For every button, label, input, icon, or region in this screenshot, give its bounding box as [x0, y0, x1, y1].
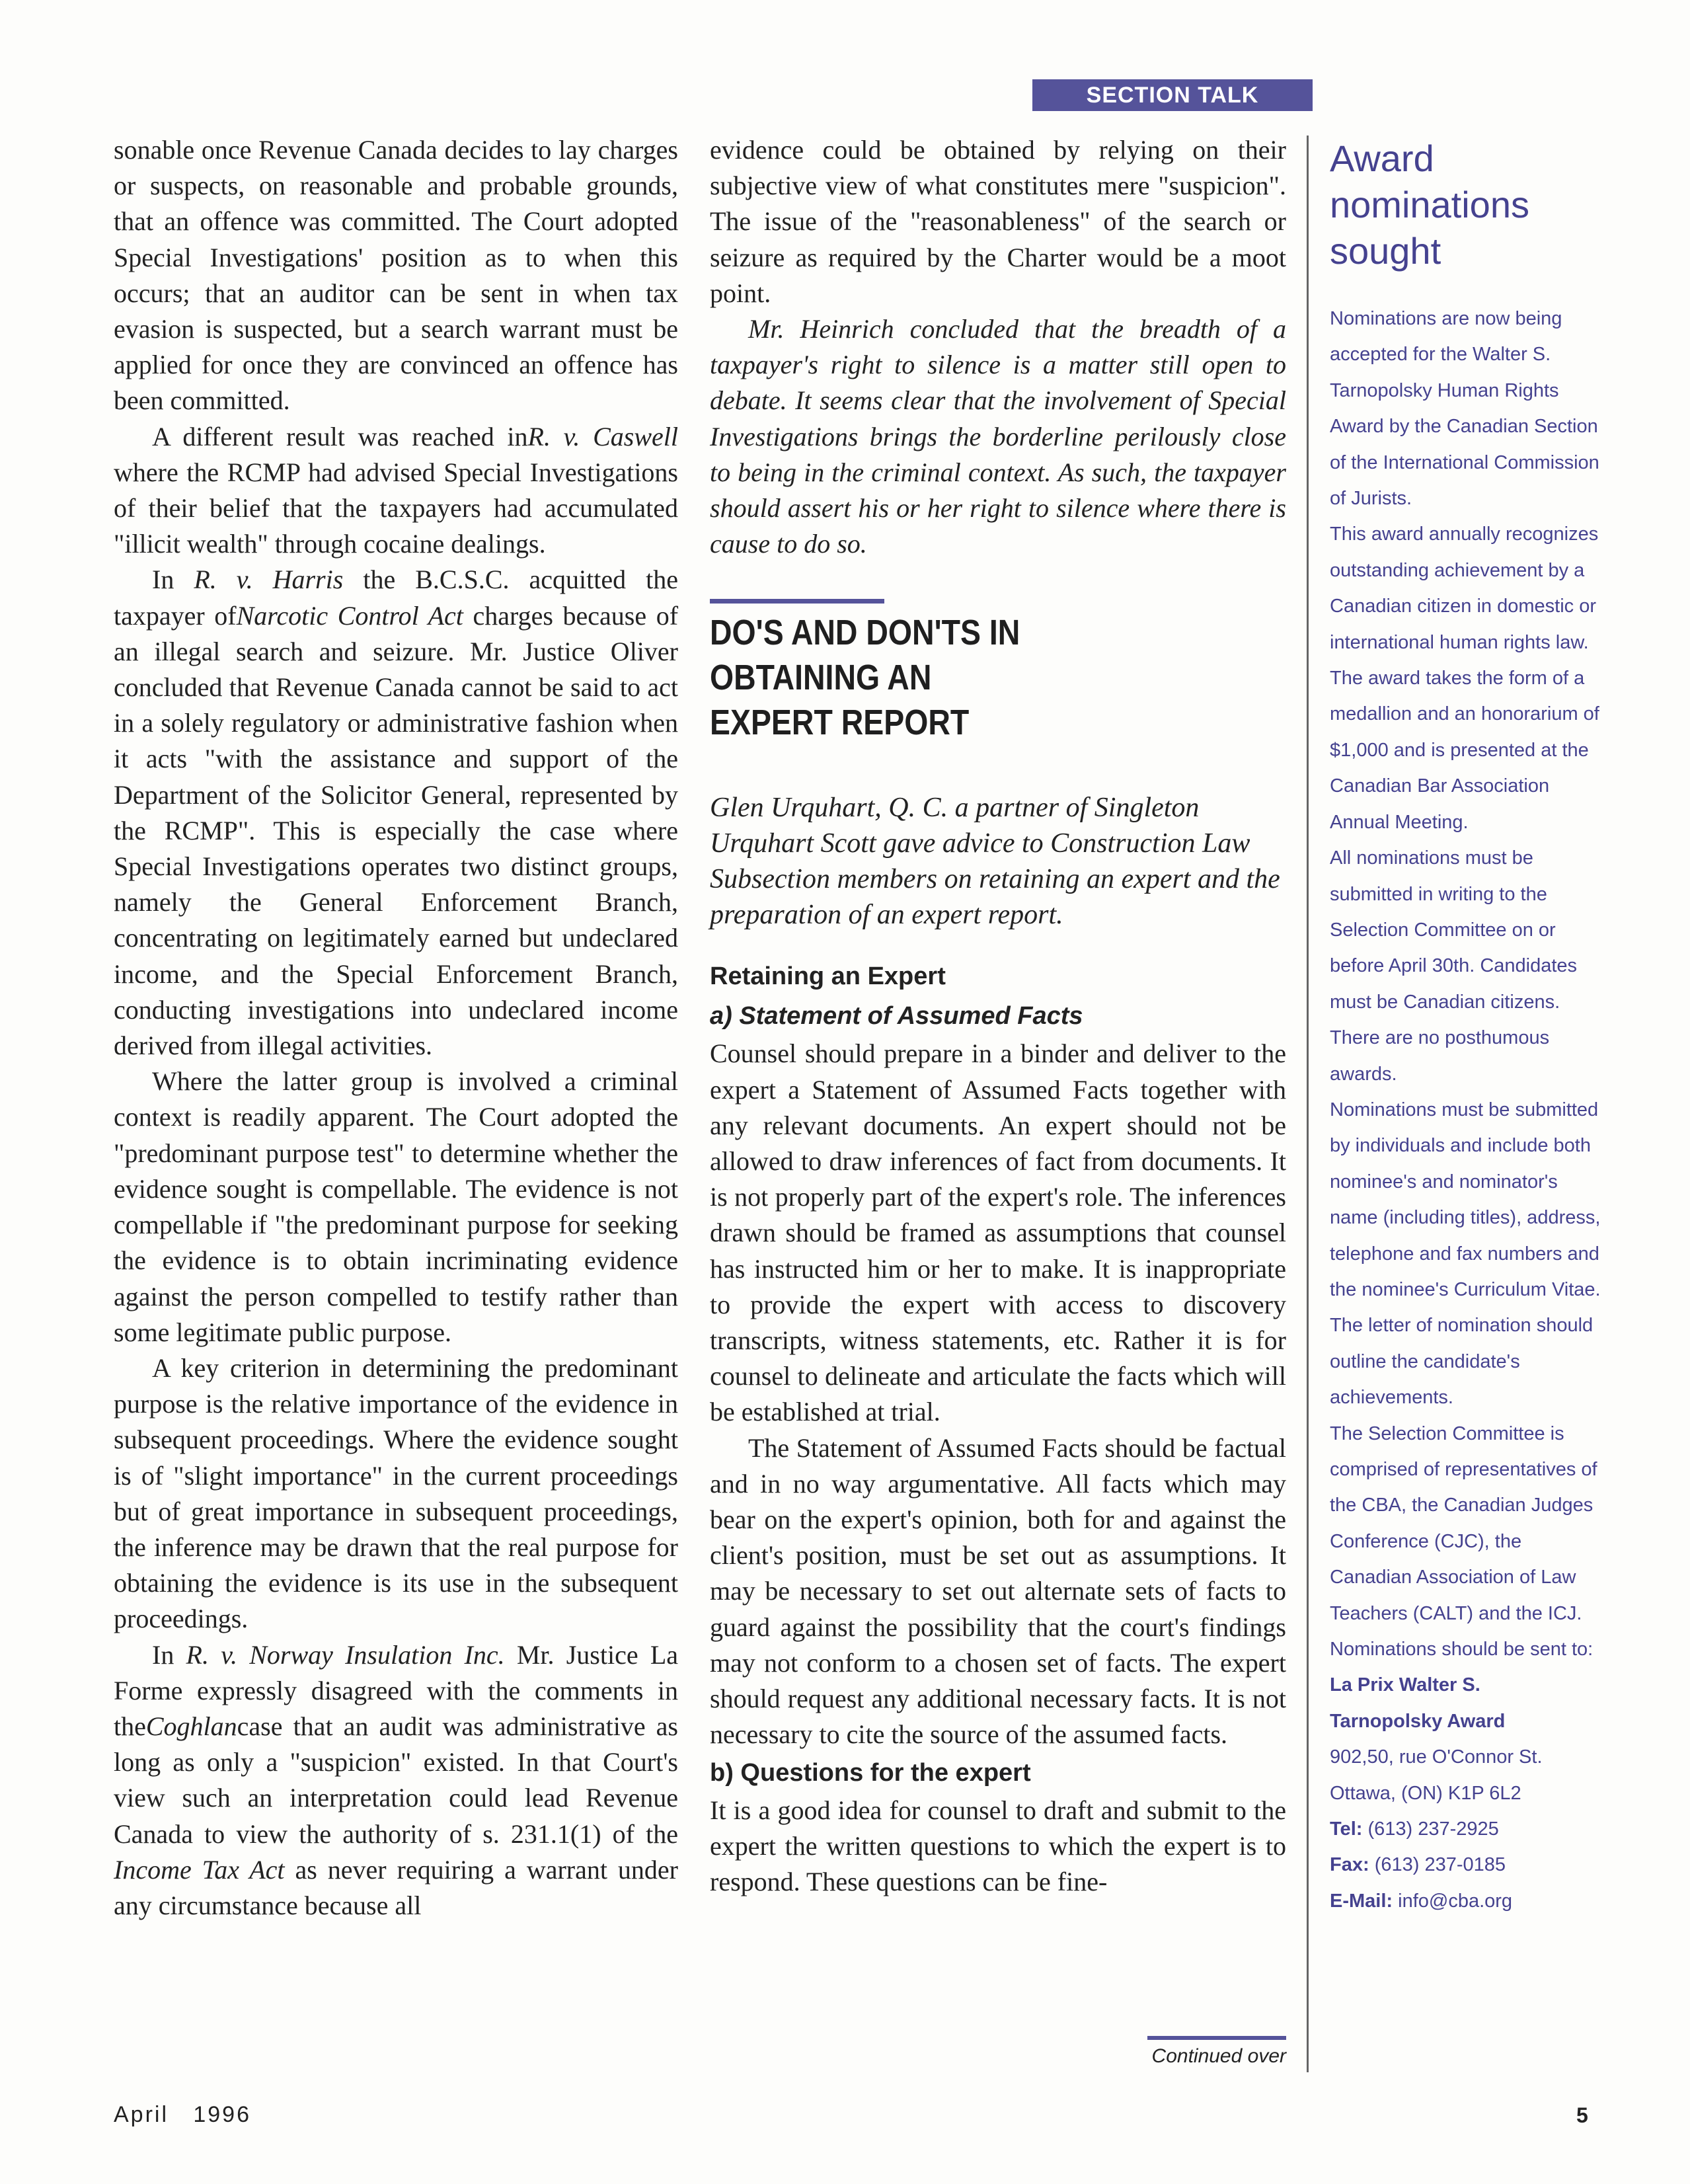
act-name: Income Tax Act	[114, 1854, 285, 1885]
case-name: R. v. Harris	[194, 565, 344, 595]
paragraph: evidence could be obtained by relying on their subjective view of what constitutes mere "suspicion". The issue of the "reasonableness" of the search or seizure as required by the Charter would be a moot point.	[710, 135, 1286, 308]
case-name: Coghlan	[145, 1711, 237, 1741]
address-city: Ottawa, (ON) K1P 6L2	[1330, 1782, 1521, 1804]
text: A different result was reached in	[152, 421, 528, 451]
paragraph: Mr. Heinrich concluded that the breadth of a taxpayer's right to silence is a matter still open to debate. It seems clear that the involvement of Special Investigations brings the borderline perilously close to being in the criminal context. As such, the taxpayer should assert his or her right to silence where there is cause to do so.	[710, 314, 1286, 559]
paragraph	[114, 419, 678, 563]
sidebar-body	[1330, 301, 1607, 1919]
text: charges because of an illegal search and seizure. Mr. Justice Oliver concluded that Revenue Canada cannot be said to act in a solely regulatory or administrative fashion when it acts "with the assistance and support of the Department of the Solicitor General, represented by the RCMP". This is especially the case where Special Investigations operates two distinct groups, namely the General Enforcement Branch, concentrating on legitimately earned but undeclared income, and the Special Enforcement Branch, conducting investigations into undeclared income derived from illegal activities.	[114, 600, 679, 1061]
email-value: info@cba.org	[1398, 1890, 1513, 1912]
paragraph: The Statement of Assumed Facts should be factual and in no way argumentative. All facts which may bear on the expert's opinion, both for and against the client's position, must be set out as assumptions. It may be necessary to set out alternate sets of facts to guard against the possibility that the court's findings may not conform to a chosen set of facts. The expert should request any additional necessary facts. It is not necessary to cite the source of the assumed facts.	[710, 1432, 1286, 1750]
address-name	[1330, 1667, 1607, 1703]
paragraph	[114, 1637, 678, 1924]
sidebar-paragraph: Nominations must be submitted by individuals and include both nominee's and nominator's name (including titles), address, telephone and fax numbers and the nominee's Curriculum Vitae. The letter of nomination should outline the candidate's achievements.	[1330, 1099, 1601, 1409]
paragraph: sonable once Revenue Canada decides to lay charges or suspects, on reasonable and probable grounds, that an offence was committed. The Court adopted Special Investigations' position as to when this occurs; that an auditor can be sent in when tax evasion is suspected, but a search warrant must be applied for once they are convinced an offence has been committed.	[114, 135, 678, 416]
title-line: Award	[1330, 137, 1434, 179]
award-sidebar	[1330, 136, 1607, 1919]
continued-note: Continued over	[1151, 2045, 1286, 2067]
article-column-2	[710, 132, 1286, 1900]
paragraph: A key criterion in determining the predominant purpose is the relative importance of the evidence in subsequent proceedings. Where the evidence sought is of "slight importance" in the current proceedings but of great importance in subsequent proceedings, the inference may be drawn that the real purpose for obtaining the evidence is its use in the subsequent proceedings.	[114, 1352, 678, 1634]
subheading: a) Statement of Assumed Facts	[710, 1002, 1083, 1031]
subheading: b) Questions for the expert	[710, 1758, 1031, 1787]
title-line: nominations	[1330, 184, 1529, 225]
case-name: R. v. Caswell	[527, 421, 678, 451]
act-name: Narcotic Control Act	[236, 600, 463, 631]
section-label: SECTION TALK	[1032, 79, 1313, 111]
sidebar-paragraph: The Selection Committee is comprised of representatives of the CBA, the Canadian Judges Conference (CJC), the Canadian Association of Law Teachers (CALT) and the ICJ. Nominations should be sent to:	[1330, 1423, 1597, 1660]
sidebar-title	[1330, 136, 1607, 274]
address-line: La Prix Walter S.	[1330, 1674, 1480, 1696]
address-line: Tarnopolsky Award	[1330, 1710, 1506, 1732]
telephone	[1330, 1811, 1607, 1847]
text: Mr. Justice La Forme expressly disagreed with the comments in the	[114, 1639, 679, 1741]
heading-line: EXPERT REPORT	[710, 703, 970, 743]
article-column-1	[114, 132, 678, 1924]
address-name	[1330, 1703, 1607, 1739]
fax-label: Fax:	[1330, 1854, 1369, 1876]
email	[1330, 1883, 1607, 1919]
sidebar-paragraph: This award annually recognizes outstanding achievement by a Canadian citizen in domestic or international human rights law. The award takes the form of a medallion and an honorarium of $1,000 and is presented at the Canadian Bar Association Annual Meeting.	[1330, 524, 1599, 833]
fax	[1330, 1847, 1607, 1883]
article-intro: Glen Urquhart, Q. C. a partner of Singleton Urquhart Scott gave advice to Construction Law Subsection members on retaining an expert and the preparation of an expert report.	[710, 793, 1280, 931]
heading-line: DO'S AND DON'TS IN	[710, 613, 1020, 653]
tel-label: Tel:	[1330, 1818, 1363, 1840]
case-name: R. v. Norway Insulation Inc.	[186, 1639, 505, 1670]
sidebar-paragraph: All nominations must be submitted in writing to the Selection Committee on or before April 30th. Candidates must be Canadian citizens. There are no posthumous awards.	[1330, 847, 1578, 1085]
issue-date: April 1996	[114, 2102, 251, 2127]
email-label: E-Mail:	[1330, 1890, 1393, 1912]
text: In	[152, 1639, 186, 1670]
heading-line: OBTAINING AN	[710, 658, 932, 698]
page-number: 5	[1576, 2103, 1588, 2127]
tel-value: (613) 237-2925	[1367, 1818, 1499, 1840]
paragraph: Counsel should prepare in a binder and deliver to the expert a Statement of Assumed Facts together with any relevant documents. An expert should not be allowed to draw inferences of fact from documents. It is not properly part of the expert's role. The inferences drawn should be framed as assumptions that counsel has instructed him or her to make. It is inappropriate to provide the expert with access to discovery transcripts, witness statements, etc. Rather it is for counsel to delineate and articulate the facts which will be established at trial.	[710, 1038, 1286, 1427]
paragraph: Where the latter group is involved a criminal context is readily apparent. The Court adopted the "predominant purpose test" to determine whether the evidence sought is compellable. The evidence is not compellable if "the predominant purpose for seeking the evidence is to obtain incriminating evidence against the person compelled to testify rather than some legitimate public purpose.	[114, 1066, 678, 1347]
title-line: sought	[1330, 230, 1441, 272]
text: as never requiring a warrant under any circumstance because all	[114, 1854, 678, 1920]
text: case that an audit was administrative as long as only a "suspicion" existed. In that Court's view such an interpretation could lead Revenue Canada to view the authority of s. 231.1(1) of the	[114, 1711, 678, 1849]
address-street: 902,50, rue O'Connor St.	[1330, 1746, 1543, 1768]
heading-rule	[710, 599, 884, 604]
paragraph	[114, 562, 678, 1064]
continued-rule	[1147, 2036, 1286, 2040]
sidebar-divider	[1307, 136, 1309, 2072]
article-heading	[710, 610, 1051, 745]
subheading: Retaining an Expert	[710, 962, 946, 991]
paragraph: It is a good idea for counsel to draft and submit to the expert the written questions to which the expert is to respond. These questions can be fine-	[710, 1795, 1286, 1896]
fax-value: (613) 237-0185	[1374, 1854, 1506, 1876]
text: the B.C.S.C. acquitted the taxpayer of	[114, 565, 679, 631]
text: where the RCMP had advised Special Investigations of their belief that the taxpayers had accumulated "illicit wealth" through cocaine dealings.	[114, 457, 678, 559]
text: In	[152, 565, 194, 595]
sidebar-paragraph: Nominations are now being accepted for the Walter S. Tarnopolsky Human Rights Award by the Canadian Section of the International Commission of Jurists.	[1330, 308, 1599, 510]
